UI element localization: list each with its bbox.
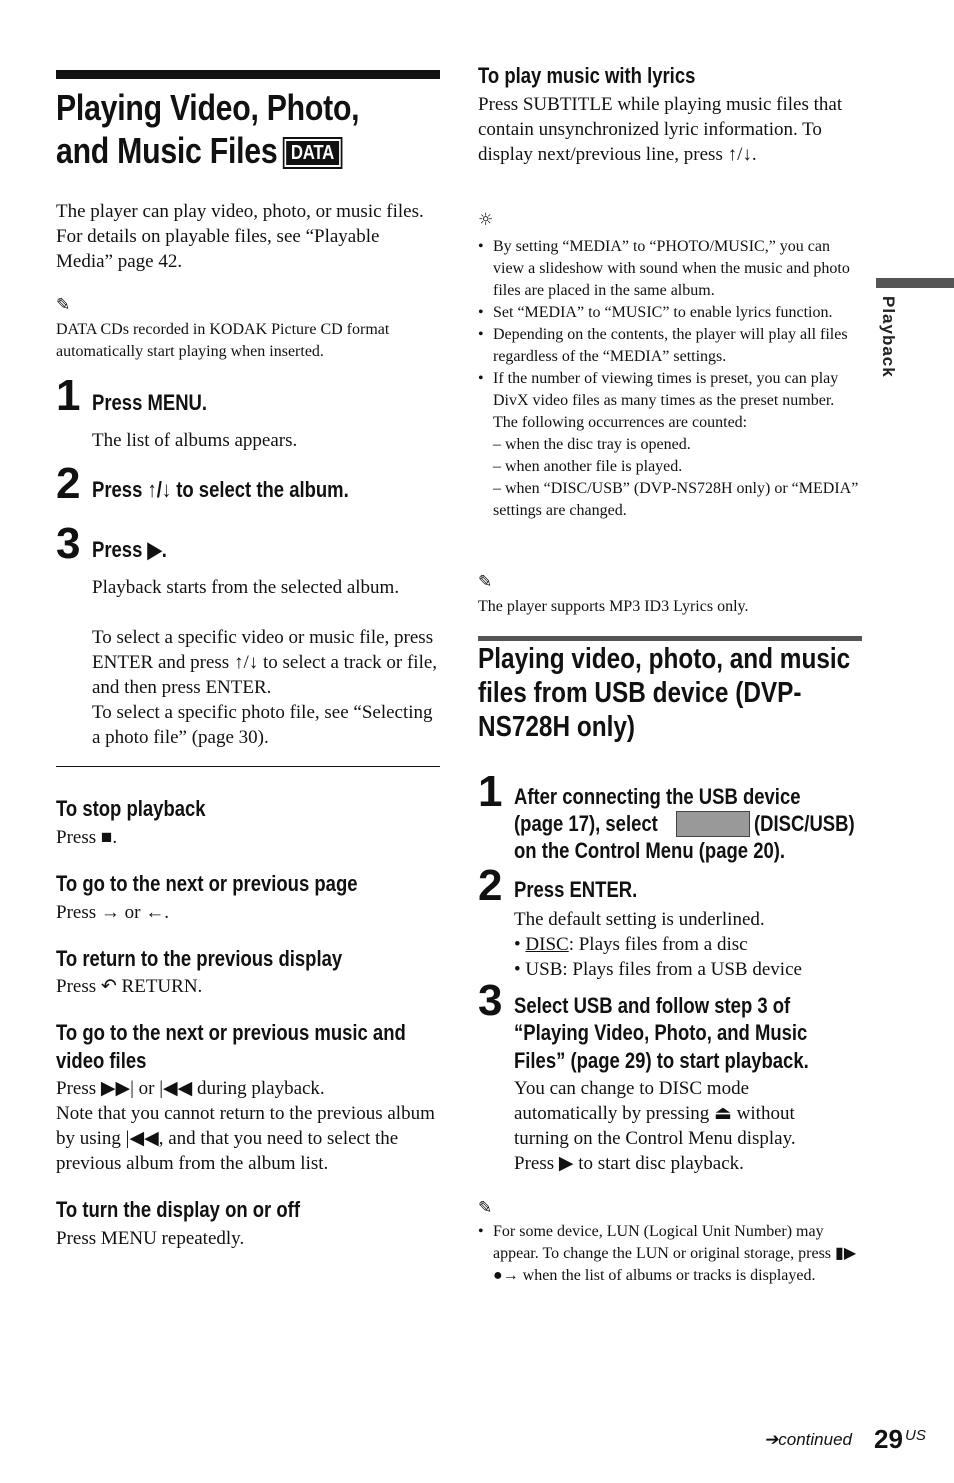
usb-step-1-heading-4: on the Control Menu (page 20). xyxy=(514,838,786,863)
section-tab-bar xyxy=(876,278,954,288)
usb-step-3-body: You can change to DISC mode automatically by pressing ⏏ without turning on the Control Menu display. Press ▶ to start disc playback. xyxy=(514,1078,796,1174)
page-number: 29 xyxy=(874,1424,903,1454)
step-3-number: 3 xyxy=(56,519,81,568)
step-2-heading: Press ↑/↓ to select the album. xyxy=(92,477,349,502)
tip-item: • If the number of viewing times is preset, you can play DivX video files as many times as the preset number. The following occurrences are counted: xyxy=(478,368,862,434)
usb-step-1-heading: After connecting the USB device xyxy=(514,784,801,809)
step-1-number: 1 xyxy=(56,371,81,420)
usb-step-3-heading-3: Files” (page 29) to start playback. xyxy=(514,1048,809,1073)
intro-text: The player can play video, photo, or music files. For details on playable files, see “Playable Media” page 42. xyxy=(56,201,424,272)
stop-playback-body: Press ■. xyxy=(56,827,118,848)
usb-step-2-heading: Press ENTER. xyxy=(514,877,638,902)
page-suffix: US xyxy=(905,1427,926,1444)
continued-label: ➔continued xyxy=(764,1430,852,1449)
note-lun xyxy=(478,1221,862,1287)
next-page-heading: To go to the next or previous page xyxy=(56,871,358,896)
step-2-number: 2 xyxy=(56,459,81,508)
disc-usb-icon xyxy=(676,811,750,837)
tip-item: • By setting “MEDIA” to “PHOTO/MUSIC,” you can view a slideshow with sound when the music and photo files are placed in the same album. xyxy=(478,236,862,302)
usb-step-3-number: 3 xyxy=(478,976,503,1025)
usb-step-2-body: The default setting is underlined. xyxy=(514,909,765,930)
usb-step-3-heading-2: “Playing Video, Photo, and Music xyxy=(514,1020,808,1045)
lyrics-body: Press SUBTITLE while playing music files that contain unsynchronized lyric information. To display next/previous line, press ↑/↓. xyxy=(478,94,843,165)
note-kodak: DATA CDs recorded in KODAK Picture CD format automatically start playing when inserted. xyxy=(56,321,390,360)
display-toggle-heading: To turn the display on or off xyxy=(56,1197,300,1222)
usb-step-1-number: 1 xyxy=(478,767,503,816)
right-column xyxy=(478,0,862,1284)
usb-option-disc: • DISC: Plays files from a disc xyxy=(514,934,748,955)
step-3-heading: Press ▶. xyxy=(92,537,167,562)
tip-dash-item: – when the disc tray is opened. xyxy=(493,436,691,453)
data-badge: DATA xyxy=(284,139,341,167)
divider xyxy=(56,766,440,767)
tip-dash-item: – when another file is played. xyxy=(493,458,683,475)
tip-icon: ☼ xyxy=(478,210,494,230)
step-3-body: Playback starts from the selected album. xyxy=(92,577,400,598)
display-toggle-body: Press MENU repeatedly. xyxy=(56,1228,245,1249)
note-icon: ✎ xyxy=(478,572,493,592)
next-page-body: Press → or ←. xyxy=(56,902,169,923)
note-lyrics: The player supports MP3 ID3 Lyrics only. xyxy=(478,598,749,615)
stop-playback-heading: To stop playback xyxy=(56,796,206,821)
section-tab-label: Playback xyxy=(879,296,898,378)
page-title: Playing Video, Photo, and Music Files DATA xyxy=(56,87,360,171)
note-lun-item: • For some device, LUN (Logical Unit Number) may appear. To change the LUN or original storage, press ▮▶ ●→ when the list of albums or tracks is displayed. xyxy=(478,1221,862,1287)
tip-item: • Set “MEDIA” to “MUSIC” to enable lyrics function. xyxy=(478,302,862,324)
lyrics-heading: To play music with lyrics xyxy=(478,63,696,88)
usb-step-1-heading-2: (page 17), select xyxy=(514,811,658,836)
usb-step-2-number: 2 xyxy=(478,861,503,910)
return-heading: To return to the previous display xyxy=(56,946,343,971)
next-music-body-2: Note that you cannot return to the previous album by using |◀◀, and that you need to select the previous album from the album list. xyxy=(56,1103,435,1174)
step-1-body: The list of albums appears. xyxy=(92,430,298,451)
usb-option-usb: • USB: Plays files from a USB device xyxy=(514,959,802,980)
usb-step-3-heading: Select USB and follow step 3 of xyxy=(514,993,791,1018)
next-music-body: Press ▶▶| or |◀◀ during playback. xyxy=(56,1078,325,1099)
return-body: Press ↶ RETURN. xyxy=(56,976,203,997)
tips-list xyxy=(478,236,862,522)
title-rule xyxy=(56,70,440,79)
usb-step-1-heading-3: (DISC/USB) xyxy=(754,811,855,836)
next-music-heading: To go to the next or previous music and xyxy=(56,1020,406,1045)
note-icon: ✎ xyxy=(56,295,71,315)
step-3-body-2: To select a specific video or music file, press ENTER and press ↑/↓ to select a track or file, and then press ENTER. xyxy=(92,627,438,698)
step-1-heading: Press MENU. xyxy=(92,390,208,415)
section-rule xyxy=(478,636,862,641)
next-music-heading-2: video files xyxy=(56,1048,147,1073)
step-3-body-3: To select a specific photo file, see “Selecting a photo file” (page 30). xyxy=(92,702,433,748)
note-icon: ✎ xyxy=(478,1198,493,1218)
tip-dash-item: – when “DISC/USB” (DVP-NS728H only) or “MEDIA” settings are changed. xyxy=(493,480,859,519)
usb-section-title: Playing video, photo, and music files from USB device (DVP-NS728H only) xyxy=(478,643,851,743)
tip-item: • Depending on the contents, the player will play all files regardless of the “MEDIA” settings. xyxy=(478,324,862,368)
